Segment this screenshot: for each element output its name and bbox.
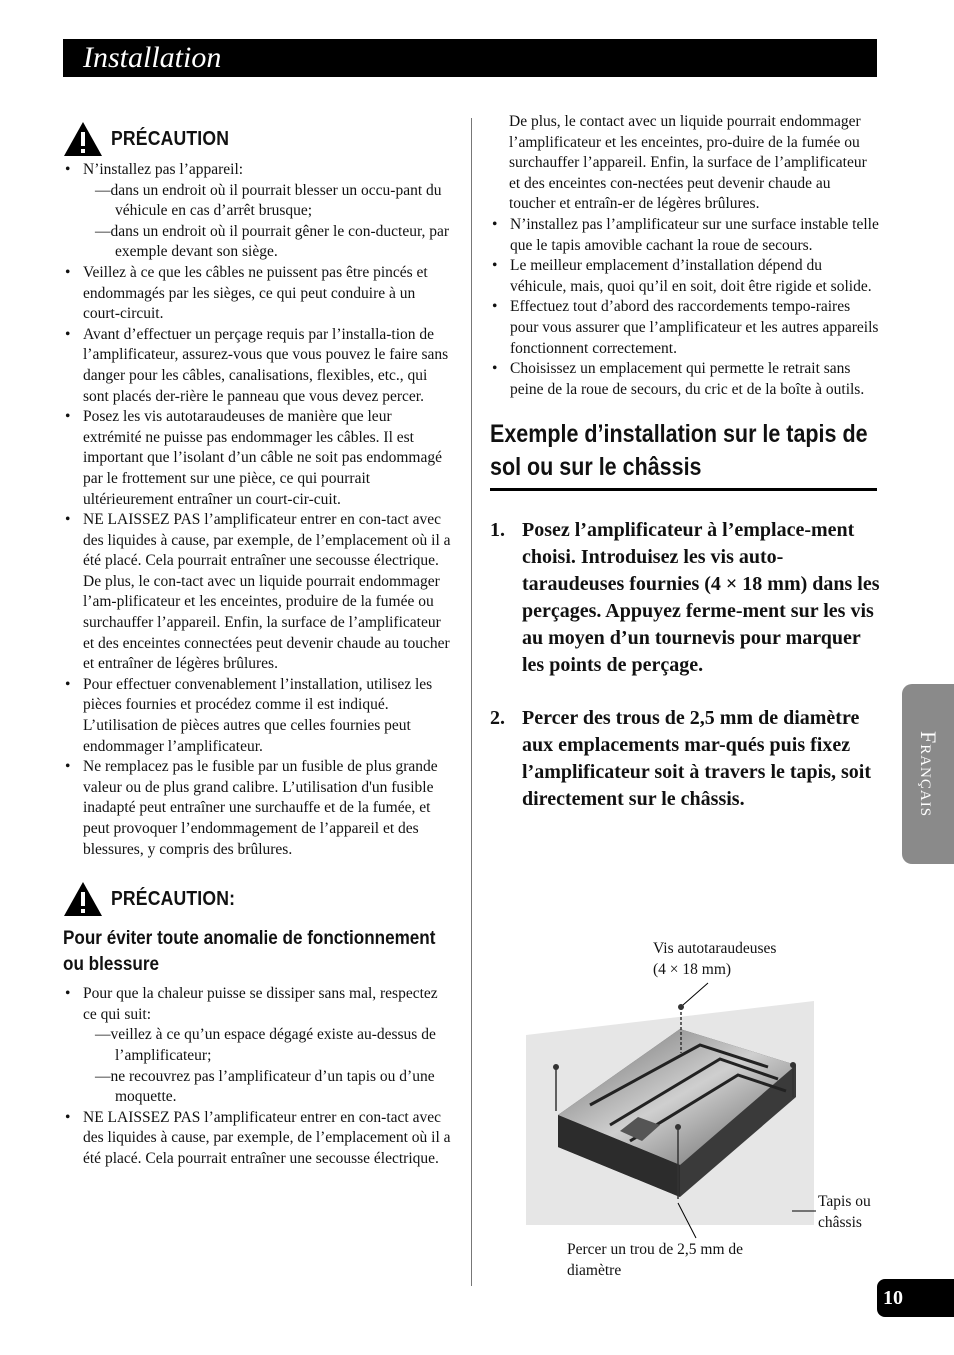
step-text: Posez l’amplificateur à l’emplace-ment choisi. Introduisez les vis auto-taraudeuses fournies (4 × 18 mm) dans les perçages. Appuyez ferme-ment sur les vis au moyen d’un tournevis pour marquer les points de perçage. [522, 519, 880, 677]
caution-heading [63, 118, 453, 160]
dash-item: — ne recouvrez pas l’amplificateur d’un tapis ou d’une moquette. [83, 1067, 453, 1108]
list-item: • Pour effectuer convenablement l’installation, utilisez les pièces fournies et procédez comme il est indiqué. L’utilisation de pièces autres que celles fournies peut endommager l’amplificateur. [63, 675, 453, 757]
caution-label: PRÉCAUTION [111, 127, 230, 150]
continued-text: De plus, le contact avec un liquide pourrait endommager l’amplificateur et les enceintes, pro-duire de la fumée ou surchauffer l’appareil. Enfin, la surface de l’amplificateur et des enceintes con-nectées peut devenir chaude au toucher et entraîn-er de légères brûlures. [509, 113, 867, 213]
caution-subheading: Pour éviter toute anomalie de fonctionnement ou blessure [63, 928, 436, 976]
list-item: • N’installez pas l’appareil: — dans un endroit où il pourrait blesser un occu-pant du véhicule en cas d’arrêt brusque; — dans un endroit où il pourrait gêner le con-ducteur, par exemple devant son siège. [63, 160, 453, 263]
list-item: • Ne remplacez pas le fusible par un fusible de plus grande valeur ou de plus grand calibre. L’utilisation d'un fusible inadapté peut entraîner une surchauffe et de la fumée, et peut provoquer l’endommagement de l’appareil et des blessures, y compris des brûlures. [63, 757, 453, 860]
list-item: • N’installez pas l’amplificateur sur une surface instable telle que le tapis amovible cachant la roue de secours. [490, 215, 880, 256]
section-title: Exemple d’installation sur le tapis de sol ou sur le châssis [490, 418, 877, 491]
dash-item: — veillez à ce qu’un espace dégagé existe au-dessus de l’amplificateur; [83, 1025, 453, 1066]
language-tab [902, 684, 954, 864]
step-item [490, 517, 880, 679]
list-item: • Veillez à ce que les câbles ne puissent pas être pincés et endommagés par les sièges, ce qui peut conduire à un court-circuit. [63, 263, 453, 325]
page-title: Installation [83, 41, 222, 74]
step-number: 1. [490, 519, 505, 542]
list-item: • Posez les vis autotaraudeuses de manière que leur extrémité ne puisse pas endommager les câbles. Il est important que l’isolant d’un câble ne soit pas endommagé par le frottement sur une pièce, ce qui pourrait ultérieurement entraîner un court-cir-cuit. [63, 407, 453, 510]
caution-heading [63, 878, 453, 920]
list-item: • Effectuez tout d’abord des raccordements tempo-raires pour vous assurer que l’amplificateur et les autres appareils fonctionnent correctement. [490, 297, 880, 359]
caution-list [63, 984, 453, 1169]
left-column [63, 118, 453, 1170]
language-label: Français [916, 730, 941, 818]
step-item [490, 705, 880, 813]
step-text: Percer des trous de 2,5 mm de diamètre aux emplacements mar-qués puis fixez l’amplificateur soit à travers le tapis, soit directement sur le châssis. [522, 707, 872, 811]
header-bar [63, 39, 877, 77]
list-item: • Choisissez un emplacement qui permette le retrait sans peine de la roue de secours, du cric et de la boîte à outils. [490, 359, 880, 400]
caution-list [63, 160, 453, 860]
warning-icon [63, 121, 103, 157]
drill-label: Percer un trou de 2,5 mm de diamètre [567, 1241, 744, 1279]
page-number: 10 [883, 1287, 903, 1309]
list-item: • Le meilleur emplacement d’installation dépend du véhicule, mais, quoi qu’il en soit, doit être rigide et solide. [490, 256, 880, 297]
mat-label: Tapis ou châssis [818, 1193, 871, 1231]
page-number-badge [877, 1279, 954, 1317]
caution-label: PRÉCAUTION: [111, 887, 236, 910]
warning-icon [63, 881, 103, 917]
list-item: • Pour que la chaleur puisse se dissiper sans mal, respectez ce qui suit: — veillez à ce qu’un espace dégagé existe au-dessus de l’amplificateur; — ne recouvrez pas l’amplificateur d’un tapis ou d’une moquette. [63, 984, 453, 1108]
installation-figure [520, 935, 900, 1280]
step-number: 2. [490, 707, 505, 730]
list-item: • NE LAISSEZ PAS l’amplificateur entrer en con-tact avec des liquides à cause, par exemple, de l’emplacement où il a été placé. Cela pourrait entraîner une secousse électrique. [63, 1108, 453, 1170]
list-item: • Avant d’effectuer un perçage requis par l’installa-tion de l’amplificateur, assurez-vous que vous pouvez le faire sans danger pour les câbles, canalisations, flexibles, etc., qui sont placés der-rière le panneau que vous devez percer. [63, 325, 453, 407]
right-column [490, 112, 880, 813]
caution-list [490, 215, 880, 400]
column-divider [471, 118, 472, 1286]
dash-item: — dans un endroit où il pourrait gêner le con-ducteur, par exemple devant son siège. [83, 222, 453, 263]
dash-item: — dans un endroit où il pourrait blesser un occu-pant du véhicule en cas d’arrêt brusque; [83, 181, 453, 222]
list-item: • NE LAISSEZ PAS l’amplificateur entrer en con-tact avec des liquides à cause, par exemple, de l’emplacement où il a été placé. Cela pourrait entraîner une secousse électrique. De plus, le con-tact avec un liquide pourrait endommager l’am-plificateur et les enceintes, produire de la fumée ou surchauffer l’appareil. Enfin, la surface de l’amplificateur et des enceintes connectées peut devenir chaude au toucher et entraîner de légères brûlures. [63, 510, 453, 675]
screw-label: Vis autotaraudeuses (4 × 18 mm) [653, 940, 777, 978]
